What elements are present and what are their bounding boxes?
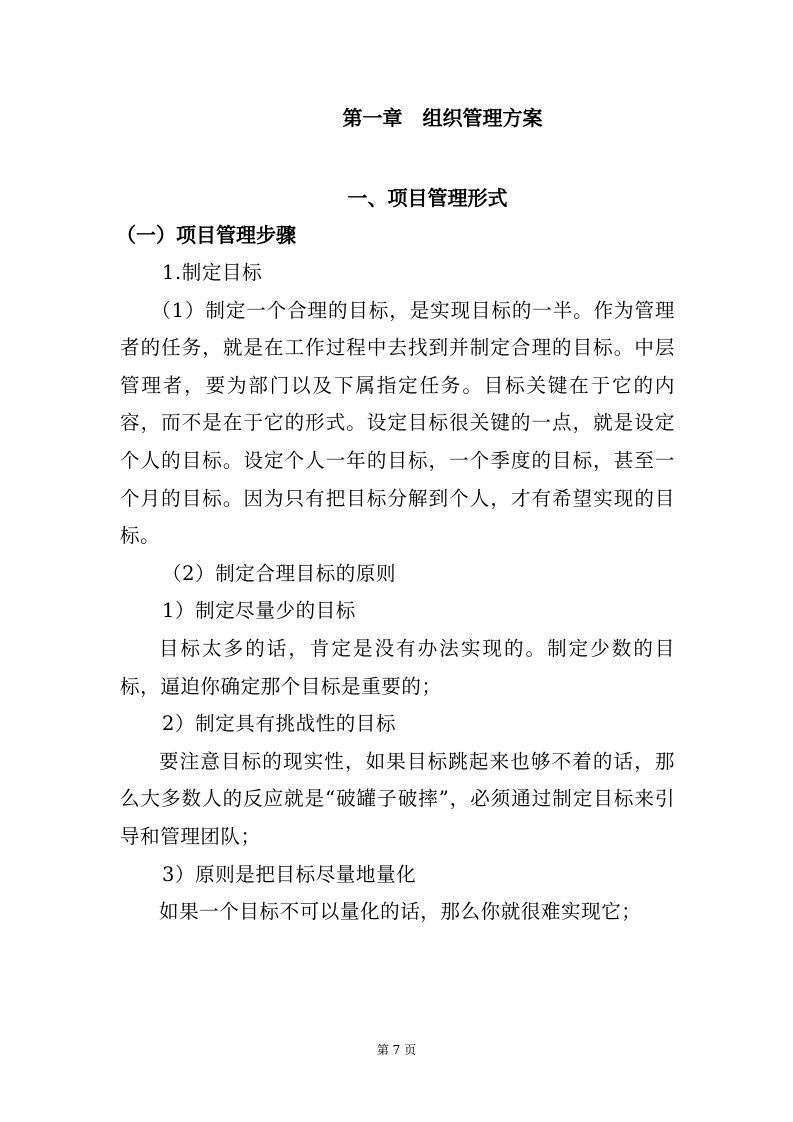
point-1-body: 目标太多的话，肯定是没有办法实现的。制定少数的目标，逼迫你确定那个目标是重要的； [120, 636, 675, 698]
point-2-title: 2）制定具有挑战性的目标 [162, 712, 397, 736]
item-heading-1: 1.制定目标 [162, 261, 263, 284]
document-body [116, 100, 675, 931]
point-3-body: 如果一个目标不可以量化的话，那么你就很难实现它； [159, 900, 642, 924]
chapter-title: 第一章 组织管理方案 [342, 106, 543, 130]
point-3-title: 3）原则是把目标尽量地量化 [162, 862, 417, 886]
page-number: 第 7 页 [376, 1043, 417, 1057]
item-heading-2: （2）制定合理目标的原则 [162, 561, 397, 585]
point-1-title: 1）制定尽量少的目标 [162, 599, 356, 623]
section-title: 一、项目管理形式 [347, 186, 508, 210]
paragraph-1: （1）制定一个合理的目标，是实现目标的一半。作为管理者的任务，就是在工作过程中去找到并制定合理的目标。中层管理者，要为部门以及下属指定任务。目标关键在于它的内容，而不是在于它的形式。设定目标很关键的一点，就是设定个人的目标。设定个人一年的目标，一个季度的目标，甚至一个月的目标。因为只有把目标分解到个人，才有希望实现的目标。 [120, 298, 675, 548]
point-2-body: 要注意目标的现实性，如果目标跳起来也够不着的话，那么大多数人的反应就是“破罐子破摔”，必须通过制定目标来引导和管理团队； [120, 749, 675, 848]
subsection-title: （一）项目管理步骤 [116, 223, 296, 247]
